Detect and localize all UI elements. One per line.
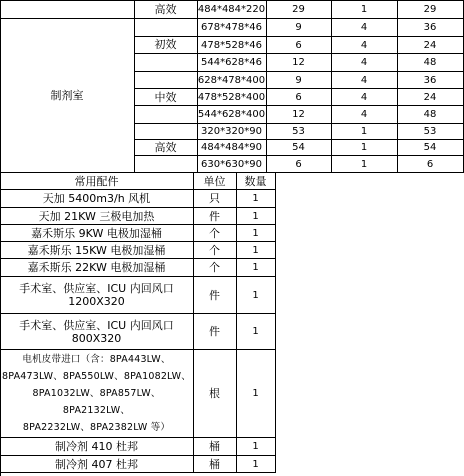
part-name-line: 8PA1032LW、8PA857LW、8PA2132LW、 (32, 388, 161, 416)
value-cell: 48 (423, 57, 437, 68)
part-name-line: 手术室、供应室、ICU 内回风口 (19, 318, 174, 332)
part-name-line: 8PA2232LW、8PA2382LW 等） (22, 422, 171, 433)
value-cell: 29 (423, 4, 437, 15)
value-cell: 24 (423, 39, 437, 51)
value-cell: 1 (360, 142, 368, 153)
parts-header-qty: 数量 (244, 174, 267, 188)
level-cell: 高效 (154, 3, 177, 16)
value-cell: 6 (426, 158, 434, 170)
value-cell: 4 (360, 39, 368, 51)
part-name (0, 314, 193, 349)
value-cell: 36 (423, 22, 437, 33)
part-qty: 1 (252, 458, 259, 470)
value-cell: 36 (423, 74, 437, 86)
level-cell: 中效 (154, 90, 177, 104)
part-unit: 桶 (209, 457, 220, 471)
part-name: 嘉禾斯乐 15KW 电极加湿桶 (27, 243, 166, 257)
value-cell: 4 (360, 74, 368, 86)
level-cell: 高效 (154, 141, 177, 154)
spec-cell: 484*484*90 (201, 142, 262, 153)
part-unit: 件 (209, 209, 220, 223)
part-qty: 1 (252, 326, 259, 337)
part-qty: 1 (252, 441, 259, 452)
value-cell: 48 (423, 109, 437, 120)
value-cell: 12 (292, 57, 305, 68)
room-cell: 制剂室 (50, 88, 84, 102)
value-cell: 53 (423, 126, 437, 137)
part-name-line: 1200X320 (68, 295, 125, 308)
part-qty: 1 (252, 210, 259, 222)
spec-cell: 628*478*400 (197, 74, 266, 86)
value-cell: 6 (295, 91, 302, 103)
part-name: 天加 5400m3/h 风机 (42, 192, 151, 205)
part-qty: 1 (252, 388, 259, 399)
spec-cell: 630*630*90 (201, 158, 262, 170)
value-cell: 9 (295, 22, 302, 33)
part-name (0, 277, 193, 313)
spec-cell: 678*478*46 (201, 22, 262, 33)
part-name: 天加 21KW 三极电加热 (38, 209, 155, 223)
part-unit: 根 (209, 387, 220, 400)
parts-header-name: 常用配件 (74, 174, 119, 188)
spec-cell: 478*528*400 (197, 91, 266, 103)
part-qty: 1 (252, 289, 259, 301)
spec-cell: 544*628*400 (197, 109, 266, 120)
value-cell: 29 (292, 4, 305, 15)
value-cell: 1 (360, 4, 368, 15)
level-cell: 初效 (154, 38, 177, 51)
part-qty: 1 (252, 244, 259, 256)
value-cell: 4 (360, 91, 368, 103)
part-unit: 桶 (209, 440, 220, 453)
part-qty: 1 (252, 227, 259, 239)
part-unit: 个 (209, 226, 220, 240)
part-unit: 件 (209, 288, 220, 302)
part-name: 嘉禾斯乐 22KW 电极加湿桶 (27, 261, 166, 274)
value-cell: 6 (295, 158, 302, 170)
value-cell: 24 (423, 91, 437, 103)
value-cell: 1 (360, 126, 368, 137)
part-name-line: 手术室、供应室、ICU 内回风口 (19, 282, 174, 295)
value-cell: 9 (295, 74, 302, 86)
value-cell: 4 (360, 57, 368, 68)
parts-header-unit: 单位 (203, 174, 226, 188)
part-qty: 1 (252, 262, 259, 273)
part-name: 嘉禾斯乐 9KW 电极加湿桶 (31, 226, 162, 240)
part-unit: 只 (209, 192, 220, 205)
part-unit: 个 (209, 243, 220, 257)
value-cell: 12 (292, 109, 305, 120)
part-name: 制冷剂 410 杜邦 (55, 440, 138, 453)
value-cell: 54 (423, 142, 437, 153)
value-cell: 6 (295, 39, 302, 51)
part-name-line: 8PA473LW、8PA550LW、8PA1082LW、 (2, 371, 191, 382)
spec-cell: 484*484*220 (197, 4, 266, 15)
spec-cell: 478*528*46 (201, 39, 262, 51)
value-cell: 1 (360, 158, 368, 170)
part-name: 制冷剂 407 杜邦 (55, 457, 138, 471)
spec-cell: 544*628*46 (201, 57, 262, 68)
value-cell: 4 (360, 22, 368, 33)
part-unit: 件 (209, 325, 220, 338)
part-name-line: 800X320 (71, 331, 122, 345)
value-cell: 53 (292, 126, 305, 137)
value-cell: 4 (360, 109, 368, 120)
spec-cell: 320*320*90 (201, 126, 262, 137)
part-unit: 个 (209, 261, 220, 274)
part-qty: 1 (252, 193, 259, 204)
value-cell: 54 (292, 142, 305, 153)
part-name (0, 350, 193, 437)
part-name-line: 电机皮带进口（含：8PA443LW、 (22, 354, 171, 365)
